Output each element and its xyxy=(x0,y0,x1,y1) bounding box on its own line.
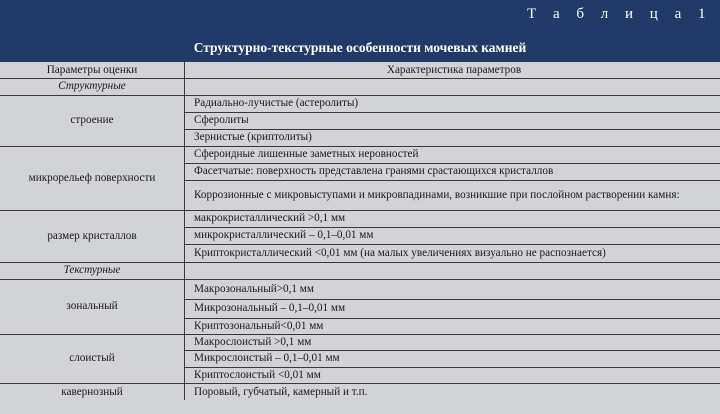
table-row xyxy=(0,279,720,299)
table-cell: макрокристаллический >0,1 мм xyxy=(185,210,720,227)
table-cell: Фасетчатые: поверхность представлена гранями срастающихся кристаллов xyxy=(185,163,720,180)
table-cell: микрокристаллический – 0,1–0,01 мм xyxy=(185,227,720,244)
table-cell: Радиально-лучистые (астеролиты) xyxy=(185,95,720,112)
table-header-band xyxy=(0,0,720,62)
table-cell: Криптозональный<0,01 мм xyxy=(185,318,720,334)
section-row xyxy=(0,78,720,95)
table-row xyxy=(0,146,720,163)
table-row xyxy=(0,210,720,227)
section-structural: Структурные xyxy=(0,78,185,95)
column-header-row xyxy=(0,62,720,78)
table-title: Структурно-текстурные особенности мочевых камней xyxy=(193,40,527,55)
empty-cell xyxy=(185,262,720,279)
row-label-cavernous: кавернозный xyxy=(0,383,185,400)
table-cell: Сферолиты xyxy=(185,112,720,129)
row-label-microrelief: микрорельеф поверхности xyxy=(0,146,185,210)
table-cell: Поровый, губчатый, камерный и т.п. xyxy=(194,385,368,398)
row-label-crystal-size: размер кристаллов xyxy=(0,210,185,262)
table-cell: Сфероидные лишенные заметных неровностей xyxy=(185,146,720,163)
table-cell: Микрозональный – 0,1–0,01 мм xyxy=(185,299,720,318)
row-label-zonal: зональный xyxy=(0,279,185,334)
table-cell: Криптослоистый <0,01 мм xyxy=(185,367,720,383)
table-row xyxy=(0,334,720,350)
section-row xyxy=(0,262,720,279)
table-cell: Зернистые (криптолиты) xyxy=(185,129,720,146)
table-cell: Микрослоистый – 0,1–0,01 мм xyxy=(185,350,720,367)
table-number: Т а б л и ц а 1 xyxy=(527,6,712,22)
column-header-characteristics: Характеристика параметров xyxy=(185,62,720,78)
column-header-params: Параметры оценки xyxy=(0,62,185,78)
table-cell: Криптокристаллический <0,01 мм (на малых увеличениях визуально не распознается) xyxy=(185,244,720,262)
row-label-layered: слоистый xyxy=(0,334,185,383)
properties-table xyxy=(0,62,720,400)
row-label-structure: строение xyxy=(0,95,185,146)
table-cell: Макрослоистый >0,1 мм xyxy=(185,334,720,350)
table-row xyxy=(0,383,720,400)
table-cell: Коррозионные с микровыступами и микровпадинами, возникшие при послойном растворении камня: xyxy=(185,180,720,210)
empty-cell xyxy=(185,78,720,95)
table-cell: Макрозональный>0,1 мм xyxy=(185,279,720,299)
section-textural: Текстурные xyxy=(0,262,185,279)
table-row xyxy=(0,95,720,112)
